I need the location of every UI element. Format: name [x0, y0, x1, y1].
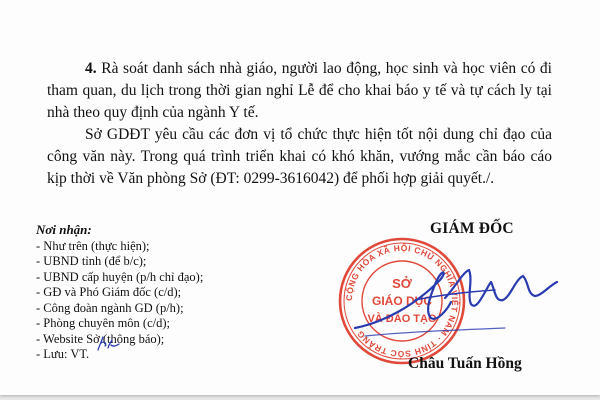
svg-text:CỘNG HÒA XÃ HỘI CHỦ NGHĨA VIỆT: CỘNG HÒA XÃ HỘI CHỦ NGHĨA VIỆT NAM · TỈNH SÓC TRĂNG ·: [343, 242, 461, 360]
recipient-item: - GĐ và Phó Giám đốc (c/d);: [36, 285, 182, 299]
paragraph-item-4: [47, 58, 552, 124]
svg-text:GIÁO DỤC: GIÁO DỤC: [372, 294, 432, 308]
item-number: 4.: [85, 60, 97, 77]
recipients-block: [36, 222, 296, 363]
svg-text:SỞ: SỞ: [392, 276, 412, 291]
recipient-item: - UBND tỉnh (để b/c);: [36, 254, 147, 268]
recipient-item: - UBND cấp huyện (p/h chỉ đạo);: [36, 269, 204, 284]
recipient-item: - Như trên (thực hiện);: [36, 238, 150, 253]
signer-position: GIÁM ĐỐC: [430, 220, 514, 237]
recipients-list: [36, 239, 296, 363]
handwritten-signature: [345, 250, 565, 345]
paragraph-request: Sở GDĐT yêu cầu các đơn vị tổ chức thực hiện tốt nội dung chỉ đạo của công văn này. Trong quá trình triển khai có khó khăn, vướng mắc cần báo cáo kịp thời về Văn phòng Sở (ĐT: 0299-3616042) để phối hợp giải quyết./.: [47, 126, 552, 187]
item-4-text: Rà soát danh sách nhà giáo, người lao động, học sinh và học viên có đi tham quan, du lịch trong thời gian nghỉ Lễ để cho khai báo y tế và tự cách ly tại nhà theo quy định của ngành Y tế.: [47, 60, 552, 121]
recipients-title: Nơi nhận:: [36, 222, 92, 237]
initial-mark: [95, 334, 121, 354]
signer-name: Châu Tuấn Hồng: [408, 355, 522, 372]
svg-text:VÀ ĐÀO TẠO: VÀ ĐÀO TẠO: [367, 313, 437, 325]
recipient-item: - Phòng chuyên môn (c/d);: [36, 316, 171, 330]
recipient-item: - Công đoàn ngành GD (p/h);: [36, 300, 184, 315]
recipient-item: - Lưu: VT.: [36, 347, 90, 361]
recipient-item: - Website Sở (thông báo);: [36, 331, 165, 346]
